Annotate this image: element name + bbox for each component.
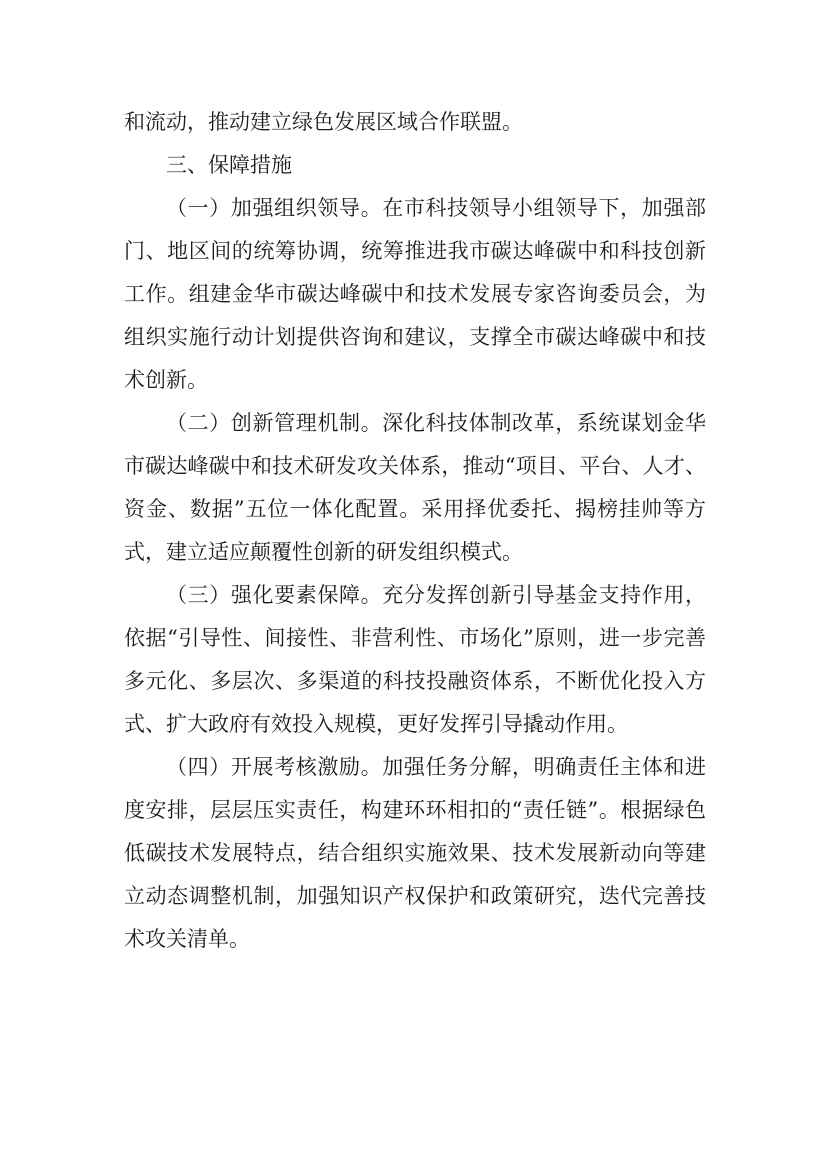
- paragraph-factor-guarantee: [124, 574, 706, 746]
- paragraph-lead: （四）开展考核激励。: [166, 755, 383, 779]
- paragraph-lead: （二）创新管理机制。: [166, 411, 383, 435]
- continuation-paragraph: 和流动，推动建立绿色发展区域合作联盟。: [124, 110, 523, 134]
- paragraph-lead: （一）加强组织领导。: [166, 196, 383, 220]
- paragraph-organization-leadership: [124, 187, 706, 402]
- paragraph-body: 加强任务分解，明确责任主体和进度安排，层层压实责任，构建环环相扣的“责任链”。根据绿色低碳技术发展特点，结合组织实施效果、技术发展新动向等建立动态调整机制，加强知识产权保护和政策研究，迭代完善技术攻关清单。: [124, 755, 706, 951]
- section-heading: 三、保障措施: [166, 153, 292, 177]
- paragraph-body: 充分发挥创新引导基金支持作用，依据“引导性、间接性、非营利性、市场化”原则，进一步完善多元化、多层次、多渠道的科技投融资体系，不断优化投入方式、扩大政府有效投入规模，更好发挥引导撬动作用。: [124, 583, 706, 736]
- document-body: [124, 101, 706, 961]
- paragraph-body: 在市科技领导小组领导下，加强部门、地区间的统筹协调，统筹推进我市碳达峰碳中和科技创新工作。组建金华市碳达峰碳中和技术发展专家咨询委员会，为组织实施行动计划提供咨询和建议，支撑全市碳达峰碳中和技术创新。: [124, 196, 706, 392]
- paragraph-lead: （三）强化要素保障。: [166, 583, 383, 607]
- paragraph-assessment-incentive: [124, 746, 706, 961]
- paragraph-management-mechanism: [124, 402, 706, 574]
- paragraph-body: 深化科技体制改革，系统谋划金华市碳达峰碳中和技术研发攻关体系，推动“项目、平台、人才、资金、数据”五位一体化配置。采用择优委托、揭榜挂帅等方式，建立适应颠覆性创新的研发组织模式。: [124, 411, 706, 564]
